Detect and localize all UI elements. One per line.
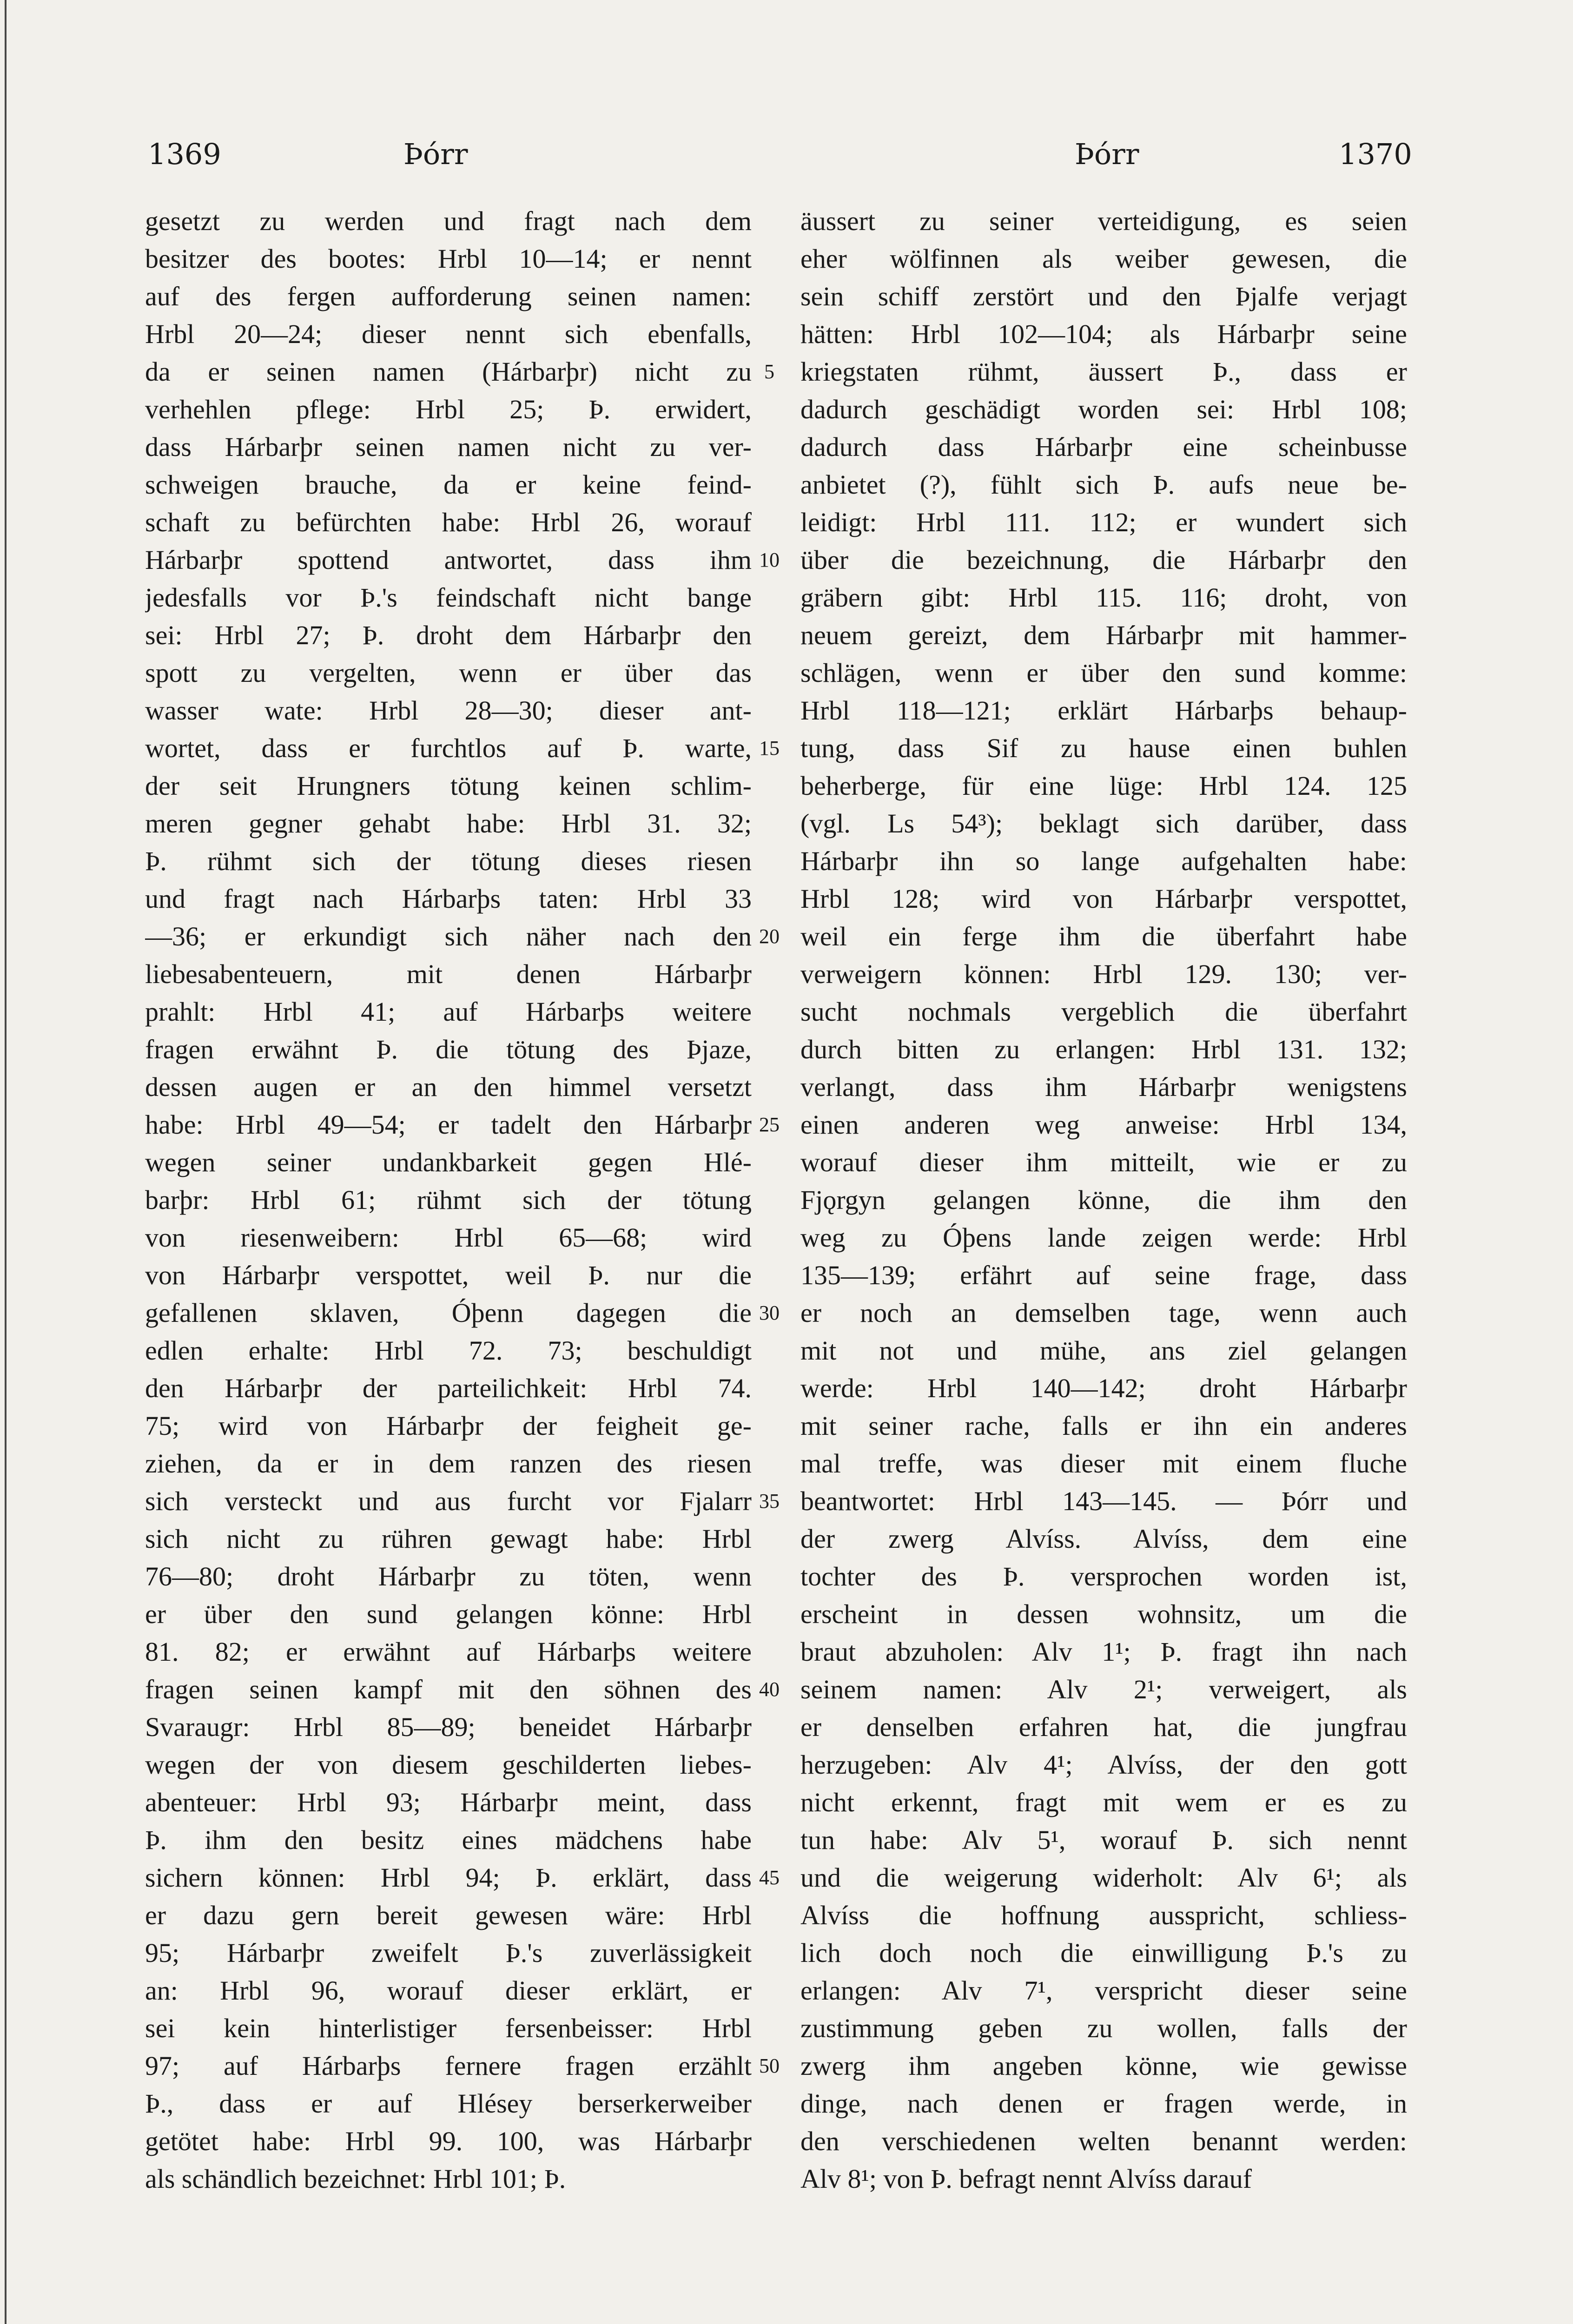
text-line: anbietet (?), fühlt sich Þ. aufs neue be-	[800, 469, 1407, 500]
text-line: 135—139; erfährt auf seine frage, dass	[800, 1260, 1407, 1290]
text-line: und fragt nach Hárbarþs taten: Hrbl 33	[145, 884, 752, 914]
text-line: sich nicht zu rühren gewagt habe: Hrbl	[145, 1524, 752, 1554]
text-line: schaft zu befürchten habe: Hrbl 26, worauf	[145, 507, 752, 537]
text-line: wortet, dass er furchtlos auf Þ. warte,	[145, 733, 752, 763]
text-line: tun habe: Alv 5¹, worauf Þ. sich nennt	[800, 1825, 1407, 1855]
text-line: er über den sund gelangen könne: Hrbl	[145, 1599, 752, 1629]
text-line: gräbern gibt: Hrbl 115. 116; droht, von	[800, 582, 1407, 613]
line-number: 20	[759, 925, 780, 948]
text-line: zustimmung geben zu wollen, falls der	[800, 2013, 1407, 2043]
text-line: wegen der von diesem geschilderten liebes-	[145, 1750, 752, 1780]
text-line: Hárbarþr ihn so lange aufgehalten habe:	[800, 846, 1407, 876]
text-line: mit seiner rache, falls er ihn ein anderes	[800, 1411, 1407, 1441]
text-line: er denselben erfahren hat, die jungfrau	[800, 1712, 1407, 1742]
text-line: werde: Hrbl 140—142; droht Hárbarþr	[800, 1373, 1407, 1403]
text-line: gesetzt zu werden und fragt nach dem	[145, 206, 752, 236]
text-line: Alv 8¹; von Þ. befragt nennt Alvíss darauf	[800, 2164, 1252, 2194]
text-line: den Hárbarþr der parteilichkeit: Hrbl 74.	[145, 1373, 752, 1403]
text-line: Þ. ihm den besitz eines mädchens habe	[145, 1825, 752, 1855]
text-line: prahlt: Hrbl 41; auf Hárbarþs weitere	[145, 997, 752, 1027]
right-running-head: Þórr	[1075, 137, 1139, 171]
text-line: da er seinen namen (Hárbarþr) nicht zu	[145, 357, 752, 387]
text-line: Hrbl 128; wird von Hárbarþr verspottet,	[800, 884, 1407, 914]
page-edge-line	[5, 0, 7, 2324]
text-line: hätten: Hrbl 102—104; als Hárbarþr seine	[800, 319, 1407, 349]
text-line: Alvíss die hoffnung ausspricht, schliess-	[800, 1900, 1407, 1930]
text-line: mit not und mühe, ans ziel gelangen	[800, 1335, 1407, 1366]
text-line: besitzer des bootes: Hrbl 10—14; er nennt	[145, 244, 752, 274]
text-line: Þ., dass er auf Hlésey berserkerweiber	[145, 2088, 752, 2119]
line-number: 10	[759, 548, 780, 571]
line-number: 50	[759, 2054, 780, 2077]
text-line: nicht erkennt, fragt mit wem er es zu	[800, 1787, 1407, 1817]
text-line: eher wölfinnen als weiber gewesen, die	[800, 244, 1407, 274]
text-line: weil ein ferge ihm die überfahrt habe	[800, 921, 1407, 951]
text-line: über die bezeichnung, die Hárbarþr den	[800, 545, 1407, 575]
text-line: und die weigerung widerholt: Alv 6¹; als	[800, 1862, 1407, 1893]
text-line: verlangt, dass ihm Hárbarþr wenigstens	[800, 1072, 1407, 1102]
text-line: 97; auf Hárbarþs fernere fragen erzählt	[145, 2051, 752, 2081]
text-line: sein schiff zerstört und den Þjalfe verjagt	[800, 281, 1407, 311]
text-line: wegen seiner undankbarkeit gegen Hlé-	[145, 1147, 752, 1177]
right-page-number: 1370	[1339, 137, 1412, 171]
text-line: fragen seinen kampf mit den söhnen des	[145, 1674, 752, 1704]
text-line: Hrbl 20—24; dieser nennt sich ebenfalls,	[145, 319, 752, 349]
text-line: der seit Hrungners tötung keinen schlim-	[145, 771, 752, 801]
left-text-column	[145, 202, 752, 2198]
text-line: lich doch noch die einwilligung Þ.'s zu	[800, 1938, 1407, 1968]
right-text-column	[800, 202, 1407, 2198]
text-line: meren gegner gehabt habe: Hrbl 31. 32;	[145, 808, 752, 838]
text-line: 95; Hárbarþr zweifelt Þ.'s zuverlässigkeit	[145, 1938, 752, 1968]
text-line: dessen augen er an den himmel versetzt	[145, 1072, 752, 1102]
text-line: leidigt: Hrbl 111. 112; er wundert sich	[800, 507, 1407, 537]
text-line: kriegstaten rühmt, äussert Þ., dass er	[800, 357, 1407, 387]
text-line: Þ. rühmt sich der tötung dieses riesen	[145, 846, 752, 876]
text-line: mal treffe, was dieser mit einem fluche	[800, 1448, 1407, 1479]
text-line: ziehen, da er in dem ranzen des riesen	[145, 1448, 752, 1479]
text-line: Fjǫrgyn gelangen könne, die ihm den	[800, 1185, 1407, 1215]
text-line: dinge, nach denen er fragen werde, in	[800, 2088, 1407, 2119]
text-line: spott zu vergelten, wenn er über das	[145, 658, 752, 688]
text-line: jedesfalls vor Þ.'s feindschaft nicht bange	[145, 582, 752, 613]
line-number: 15	[759, 737, 780, 759]
text-line: auf des fergen aufforderung seinen namen:	[145, 281, 752, 311]
text-line: —36; er erkundigt sich näher nach den	[145, 921, 752, 951]
text-line: Hrbl 118—121; erklärt Hárbarþs behaup-	[800, 695, 1407, 726]
text-line: edlen erhalte: Hrbl 72. 73; beschuldigt	[145, 1335, 752, 1366]
text-line: 81. 82; er erwähnt auf Hárbarþs weitere	[145, 1637, 752, 1667]
text-line: dass Hárbarþr seinen namen nicht zu ver-	[145, 432, 752, 462]
text-line: Svaraugr: Hrbl 85—89; beneidet Hárbarþr	[145, 1712, 752, 1742]
text-line: sei: Hrbl 27; Þ. droht dem Hárbarþr den	[145, 620, 752, 650]
text-line: wasser wate: Hrbl 28—30; dieser ant-	[145, 695, 752, 726]
left-running-head: Þórr	[403, 137, 468, 171]
text-line: verweigern können: Hrbl 129. 130; ver-	[800, 959, 1407, 989]
text-line: schlägen, wenn er über den sund komme:	[800, 658, 1407, 688]
text-line: an: Hrbl 96, worauf dieser erklärt, er	[145, 1975, 752, 2006]
text-line: äussert zu seiner verteidigung, es seien	[800, 206, 1407, 236]
text-line: erlangen: Alv 7¹, verspricht dieser seine	[800, 1975, 1407, 2006]
text-line: er dazu gern bereit gewesen wäre: Hrbl	[145, 1900, 752, 1930]
text-line: den verschiedenen welten benannt werden:	[800, 2126, 1407, 2156]
text-line: sich versteckt und aus furcht vor Fjalarr	[145, 1486, 752, 1516]
text-line: dadurch dass Hárbarþr eine scheinbusse	[800, 432, 1407, 462]
text-line: sucht nochmals vergeblich die überfahrt	[800, 997, 1407, 1027]
text-line: neuem gereizt, dem Hárbarþr mit hammer-	[800, 620, 1407, 650]
left-page-number: 1369	[148, 137, 221, 171]
text-line: beherberge, für eine lüge: Hrbl 124. 125	[800, 771, 1407, 801]
line-number: 5	[764, 360, 774, 383]
text-line: von Hárbarþr verspottet, weil Þ. nur die	[145, 1260, 752, 1290]
line-number: 45	[759, 1866, 780, 1889]
text-line: habe: Hrbl 49—54; er tadelt den Hárbarþr	[145, 1109, 752, 1140]
text-line: erscheint in dessen wohnsitz, um die	[800, 1599, 1407, 1629]
text-line: 75; wird von Hárbarþr der feigheit ge-	[145, 1411, 752, 1441]
text-line: gefallenen sklaven, Óþenn dagegen die	[145, 1298, 752, 1328]
text-line: braut abzuholen: Alv 1¹; Þ. fragt ihn nach	[800, 1637, 1407, 1667]
text-line: er noch an demselben tage, wenn auch	[800, 1298, 1407, 1328]
text-line: schweigen brauche, da er keine feind-	[145, 469, 752, 500]
text-line: 76—80; droht Hárbarþr zu töten, wenn	[145, 1561, 752, 1591]
text-line: tochter des Þ. versprochen worden ist,	[800, 1561, 1407, 1591]
line-number: 25	[759, 1113, 780, 1136]
text-line: barþr: Hrbl 61; rühmt sich der tötung	[145, 1185, 752, 1215]
text-line: abenteuer: Hrbl 93; Hárbarþr meint, dass	[145, 1787, 752, 1817]
line-number: 30	[759, 1301, 780, 1324]
text-line: sei kein hinterlistiger fersenbeisser: Hrbl	[145, 2013, 752, 2043]
text-line: (vgl. Ls 54³); beklagt sich darüber, dass	[800, 808, 1407, 838]
text-line: weg zu Óþens lande zeigen werde: Hrbl	[800, 1222, 1407, 1253]
text-line: sichern können: Hrbl 94; Þ. erklärt, dass	[145, 1862, 752, 1893]
text-line: von riesenweibern: Hrbl 65—68; wird	[145, 1222, 752, 1253]
text-line: zwerg ihm angeben könne, wie gewisse	[800, 2051, 1407, 2081]
text-line: verhehlen pflege: Hrbl 25; Þ. erwidert,	[145, 394, 752, 424]
text-line: Hárbarþr spottend antwortet, dass ihm	[145, 545, 752, 575]
text-line: der zwerg Alvíss. Alvíss, dem eine	[800, 1524, 1407, 1554]
text-line: liebesabenteuern, mit denen Hárbarþr	[145, 959, 752, 989]
line-number: 35	[759, 1490, 780, 1512]
text-line: herzugeben: Alv 4¹; Alvíss, der den gott	[800, 1750, 1407, 1780]
text-line: seinem namen: Alv 2¹; verweigert, als	[800, 1674, 1407, 1704]
text-line: getötet habe: Hrbl 99. 100, was Hárbarþr	[145, 2126, 752, 2156]
line-number: 40	[759, 1678, 780, 1701]
text-line: als schändlich bezeichnet: Hrbl 101; Þ.	[145, 2164, 566, 2194]
text-line: einen anderen weg anweise: Hrbl 134,	[800, 1109, 1407, 1140]
text-line: dadurch geschädigt worden sei: Hrbl 108;	[800, 394, 1407, 424]
text-line: worauf dieser ihm mitteilt, wie er zu	[800, 1147, 1407, 1177]
text-line: durch bitten zu erlangen: Hrbl 131. 132;	[800, 1034, 1407, 1064]
text-line: beantwortet: Hrbl 143—145. — Þórr und	[800, 1486, 1407, 1516]
text-line: tung, dass Sif zu hause einen buhlen	[800, 733, 1407, 763]
text-line: fragen erwähnt Þ. die tötung des Þjaze,	[145, 1034, 752, 1064]
